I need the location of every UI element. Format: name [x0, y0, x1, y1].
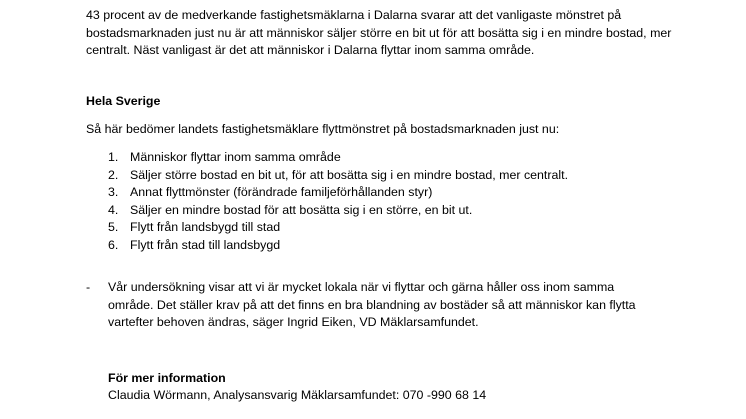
lead-paragraph: Så här bedömer landets fastighetsmäklare flyttmönstret på bostadsmarknaden just nu:	[86, 122, 560, 136]
list-item	[86, 237, 568, 255]
list-item-number: 6.	[108, 237, 119, 252]
list-item-text: Människor flyttar inom samma område	[130, 150, 341, 164]
list-item	[86, 149, 568, 167]
list-item-number: 1.	[108, 150, 119, 164]
contact-line: Claudia Wörmann, Analysansvarig Mäklarsamfundet: 070 -990 68 14	[108, 388, 487, 402]
list-item-number: 5.	[108, 220, 119, 235]
quote-dash: -	[86, 280, 91, 294]
list-item	[86, 167, 568, 185]
quote-text: Vår undersökning visar att vi är mycket lokala när vi flyttar och gärna håller oss inom samma område. Det ställer krav på att det finns en bra blandning av bostäder så att människor kan flytta vartefter behoven ändras, säger Ingrid Eiken, VD Mäklarsamfundet.	[108, 280, 636, 330]
contact-heading: För mer information	[108, 371, 226, 385]
section-heading: Hela Sverige	[86, 94, 161, 108]
list-item-text: Flytt från stad till landsbygd	[130, 237, 281, 252]
list-item-number: 4.	[108, 202, 119, 217]
list-item-text: Säljer en mindre bostad för att bosätta sig i en större, en bit ut.	[130, 202, 473, 217]
list-item-number: 2.	[108, 167, 119, 182]
intro-paragraph: 43 procent av de medverkande fastighetsmäklarna i Dalarna svarar att det vanligaste mönstret på bostadsmarknaden just nu är att människor säljer större en bit ut för att bosätta sig i en mindre bostad, mer centralt. Näst vanligast är det att människor i Dalarna flyttar inom samma område.	[86, 8, 672, 58]
list-item	[86, 202, 568, 220]
list-item	[86, 219, 568, 237]
list-item-number: 3.	[108, 185, 119, 200]
list-item	[86, 184, 568, 202]
list-item-text: Säljer större bostad en bit ut, för att bosätta sig i en mindre bostad, mer centralt.	[130, 167, 569, 182]
list-item-text: Annat flyttmönster (förändrade familjeförhållanden styr)	[130, 185, 433, 200]
list-item-text: Flytt från landsbygd till stad	[130, 220, 281, 235]
ranked-list	[86, 149, 568, 255]
